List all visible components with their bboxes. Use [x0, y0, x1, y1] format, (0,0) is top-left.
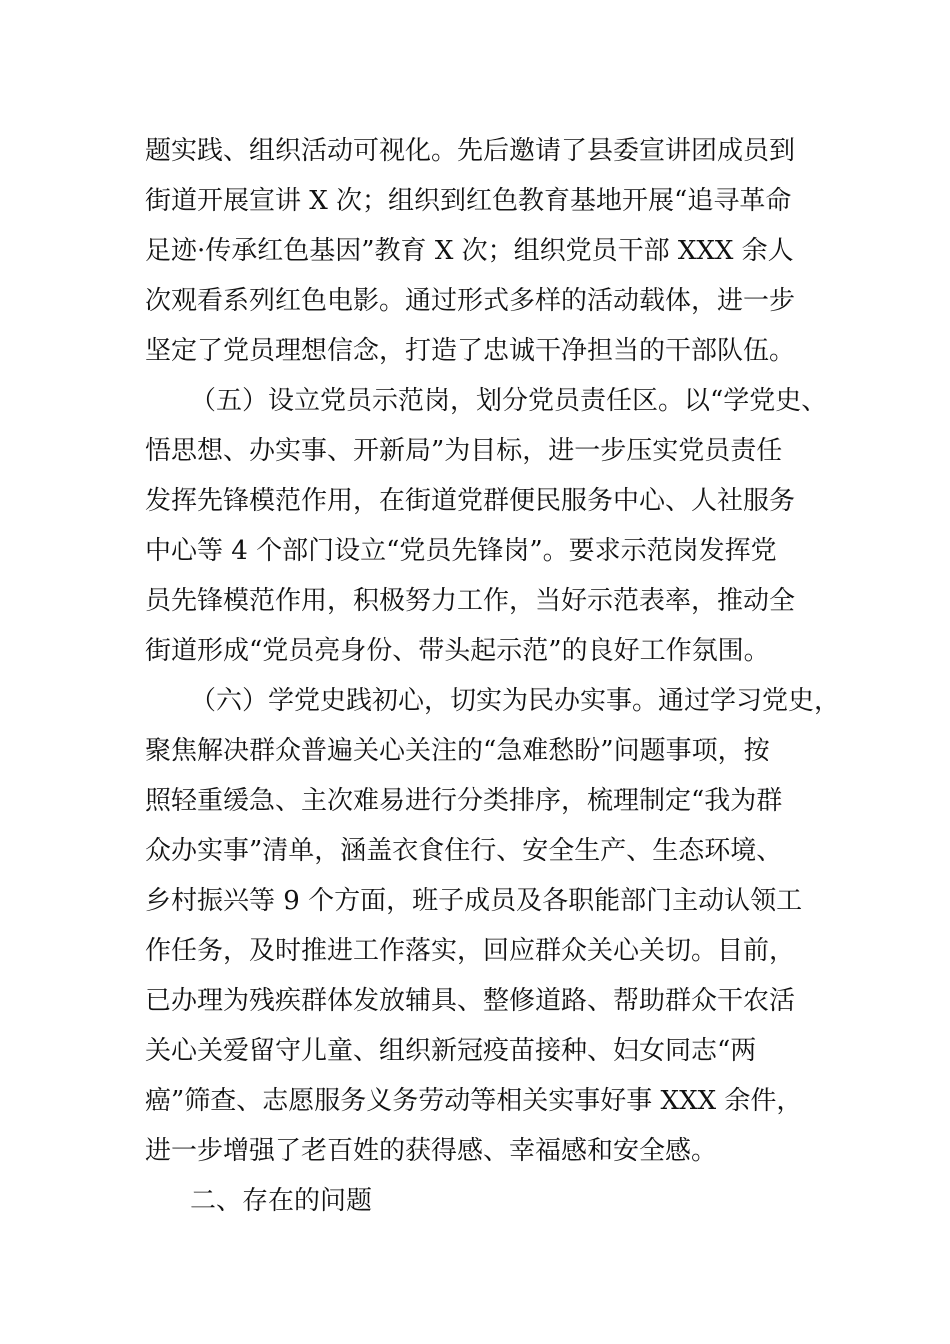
text-line: 照轻重缓急、主次难易进行分类排序，梳理制定“我为群	[145, 786, 783, 816]
text-line: 中心等 4 个部门设立“党员先锋岗”。要求示范岗发挥党	[145, 536, 777, 566]
text-line: 已办理为残疾群体发放辅具、整修道路、帮助群众干农活	[145, 986, 796, 1016]
text-line: 发挥先锋模范作用，在街道党群便民服务中心、人社服务	[145, 486, 796, 516]
text-line: 员先锋模范作用，积极努力工作，当好示范表率，推动全	[145, 586, 796, 616]
text-line: 乡村振兴等 9 个方面，班子成员及各职能部门主动认领工	[145, 886, 803, 916]
text-line: 悟思想、办实事、开新局”为目标，进一步压实党员责任	[145, 436, 783, 466]
text-line: 题实践、组织活动可视化。先后邀请了县委宣讲团成员到	[145, 136, 796, 166]
text-line: 街道形成“党员亮身份、带头起示范”的良好工作氛围。	[145, 636, 770, 666]
section-heading: 二、存在的问题	[190, 1186, 373, 1216]
text-line: 癌”筛查、志愿服务义务劳动等相关实事好事 XXX 余件，	[145, 1086, 803, 1116]
text-line: 众办实事”清单，涵盖衣食住行、安全生产、生态环境、	[145, 836, 783, 866]
paragraph-heading-five: （五）设立党员示范岗，划分党员责任区。以“学党史、	[190, 386, 828, 416]
text-line: 次观看系列红色电影。通过形式多样的活动载体，进一步	[145, 286, 796, 316]
text-line: 坚定了党员理想信念，打造了忠诚干净担当的干部队伍。	[145, 336, 796, 366]
text-line: 街道开展宣讲 X 次；组织到红色教育基地开展“追寻革命	[145, 186, 792, 216]
text-line: 进一步增强了老百姓的获得感、幸福感和安全感。	[145, 1136, 718, 1166]
text-line: 作任务，及时推进工作落实，回应群众关心关切。目前，	[145, 936, 796, 966]
text-line: 关心关爱留守儿童、组织新冠疫苗接种、妇女同志“两	[145, 1036, 757, 1066]
text-line: 聚焦解决群众普遍关心关注的“急难愁盼”问题事项，按	[145, 736, 770, 766]
text-line: 足迹·传承红色基因”教育 X 次；组织党员干部 XXX 余人	[145, 236, 794, 266]
paragraph-heading-six: （六）学党史践初心，切实为民办实事。通过学习党史，	[190, 686, 841, 716]
